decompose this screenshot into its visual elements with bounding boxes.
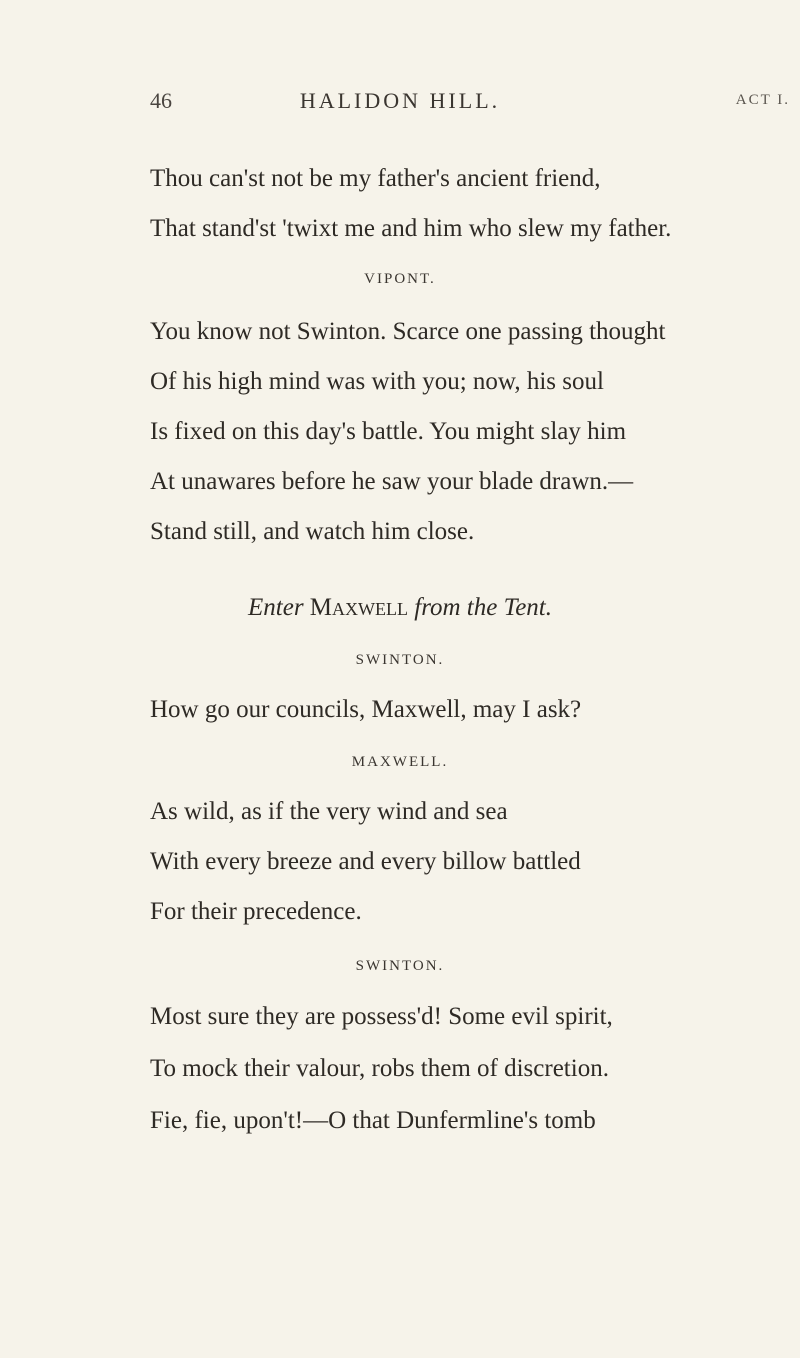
- verse-line: For their precedence.: [150, 898, 362, 925]
- running-title: HALIDON HILL.: [299, 88, 501, 113]
- verse-line: To mock their valour, robs them of discretion.: [150, 1055, 609, 1082]
- verse-line: Stand still, and watch him close.: [150, 518, 475, 545]
- verse-line: With every breeze and every billow battled: [150, 848, 581, 875]
- speaker-name: SWINTON.: [355, 652, 445, 668]
- stage-character: Maxwell: [309, 594, 408, 621]
- stage-direction: [0, 594, 800, 622]
- verse-line: Most sure they are possess'd! Some evil spirit,: [150, 1003, 613, 1030]
- speaker-name: MAXWELL.: [351, 754, 449, 770]
- verse-line: As wild, as if the very wind and sea: [150, 798, 508, 825]
- verse-line: How go our councils, Maxwell, may I ask?: [150, 696, 582, 723]
- speaker-name: SWINTON.: [355, 958, 445, 974]
- stage-enter: Enter: [248, 594, 304, 621]
- stage-location: from the Tent.: [414, 594, 552, 621]
- verse-line: Is fixed on this day's battle. You might slay him: [150, 418, 627, 445]
- verse-line: At unawares before he saw your blade drawn.—: [150, 468, 634, 495]
- speaker-name: VIPONT.: [364, 271, 436, 287]
- page-header: [0, 88, 800, 118]
- verse-line: You know not Swinton. Scarce one passing thought: [150, 318, 666, 345]
- page-number: 46: [150, 88, 172, 113]
- act-label: ACT I.: [735, 92, 790, 108]
- verse-line: Thou can'st not be my father's ancient friend,: [150, 165, 601, 192]
- verse-line: Of his high mind was with you; now, his soul: [150, 368, 604, 395]
- verse-line: Fie, fie, upon't!—O that Dunfermline's tomb: [150, 1107, 596, 1134]
- verse-line: That stand'st 'twixt me and him who slew my father.: [150, 215, 672, 242]
